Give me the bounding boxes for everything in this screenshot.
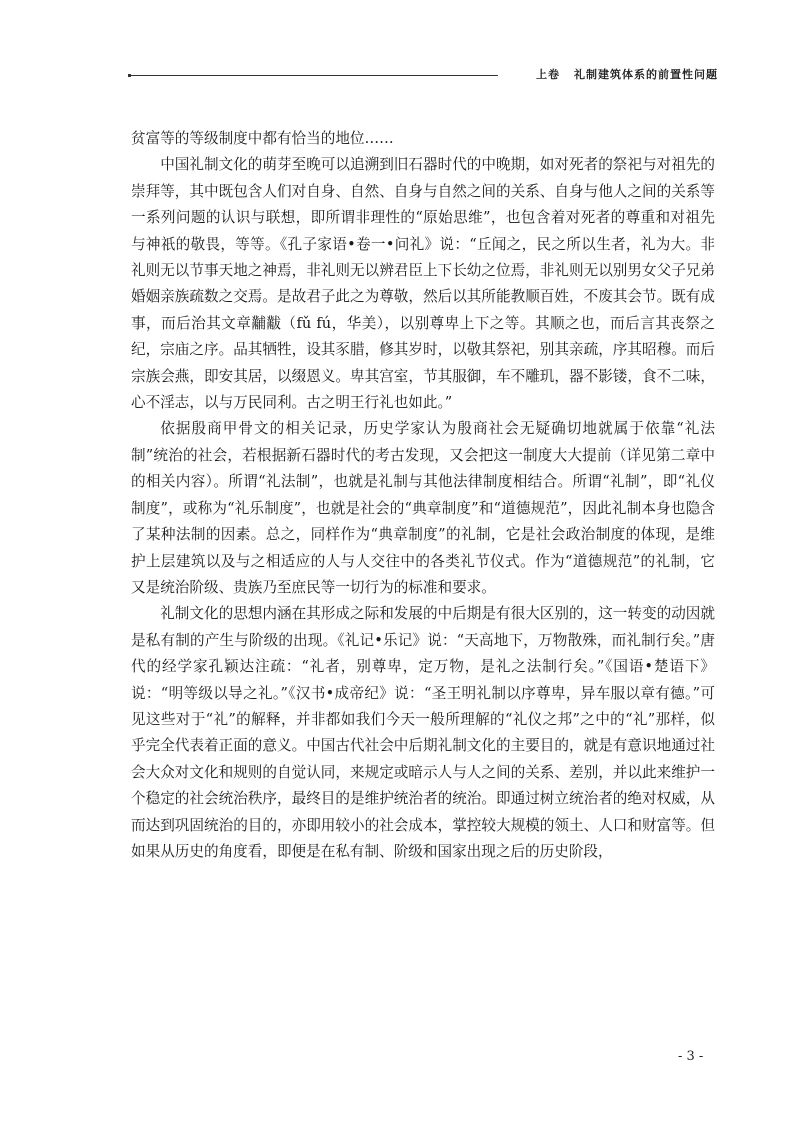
header-rule [130, 75, 498, 76]
paragraph-continuation: 贫富等的等级制度中都有恰当的地位…… [131, 130, 394, 147]
paragraph: 礼制文化的思想内涵在其形成之际和发展的中后期是有很大区别的，这一转变的动因就是私有制的产生与阶级的出现。《礼记•乐记》说：“天高地下，万物散殊，而礼制行矣。”唐代的经学家孔颖达注疏：“礼者，别尊卑，定万物，是礼之法制行矣。”《国语•楚语下》说：“明等级以导之礼。”《汉书•成帝纪》说：“圣王明礼制以序尊卑，异车服以章有德。”可见这些对于“礼”的解释，并非都如我们今天一般所理解的“礼仪之邦”之中的“礼”那样，似乎完全代表着正面的意义。中国古代社会中后期礼制文化的主要目的，就是有意识地通过社会大众对文化和规则的自觉认同，来规定或暗示人与人之间的关系、差别，并以此来维护一个稳定的社会统治秩序，最终目的是维护统治者的统治。即通过树立统治者的绝对权威，从而达到巩固统治的目的，亦即用较小的社会成本，掌控较大规模的领土、人口和财富等。但如果从历史的角度看，即便是在私有制、阶级和国家出现之后的历史阶段， [131, 605, 715, 860]
body-text [131, 126, 715, 865]
paragraph: 中国礼制文化的萌芽至晚可以追溯到旧石器时代的中晚期，如对死者的祭祀与对祖先的崇拜等，其中既包含人们对自身、自然、自身与自然之间的关系、自身与他人之间的关系等一系列问题的认识与联想，即所谓非理性的“原始思维”，也包含着对死者的尊重和对祖先与神祇的敬畏，等等。《孔子家语•卷一•问礼》说：“丘闻之，民之所以生者，礼为大。非礼则无以节事天地之神焉，非礼则无以辨君臣上下长幼之位焉，非礼则无以别男女父子兄弟婚姻亲族疏数之交焉。是故君子此之为尊敬，然后以其所能教顺百姓，不废其会节。既有成事，而后治其文章黼黻（fǔ fú，华美），以别尊卑上下之等。其顺之也，而后言其丧祭之纪，宗庙之序。品其牺牲，设其豕腊，修其岁时，以敬其祭祀，别其亲疏，序其昭穆。而后宗族会燕，即安其居，以缀恩义。卑其宫室，节其服御，车不雕玑，器不影镂，食不二味，心不淫志，以与万民同利。古之明王行礼也如此。” [131, 156, 715, 412]
header-volume: 上卷 [536, 68, 560, 81]
paragraph: 依据殷商甲骨文的相关记录，历史学家认为殷商社会无疑确切地就属于依靠“礼法制”统治的社会，若根据新石器时代的考古发现，又会把这一制度大大提前（详见第二章中的相关内容）。所谓“礼法制”，也就是礼制与其他法律制度相结合。所谓“礼制”，即“礼仪制度”，或称为“礼乐制度”，也就是社会的“典章制度”和“道德规范”，因此礼制本身也隐含了某种法制的因素。总之，同样作为“典章制度”的礼制，它是社会政治制度的体现，是维护上层建筑以及与之相适应的人与人交往中的各类礼节仪式。作为“道德规范”的礼制，它又是统治阶级、贵族乃至庶民等一切行为的标准和要求。 [131, 420, 715, 596]
running-header [130, 64, 718, 88]
header-text [536, 66, 718, 82]
page-number: - 3 - [678, 1049, 704, 1064]
header-chapter-title: 礼制建筑体系的前置性问题 [574, 68, 718, 81]
